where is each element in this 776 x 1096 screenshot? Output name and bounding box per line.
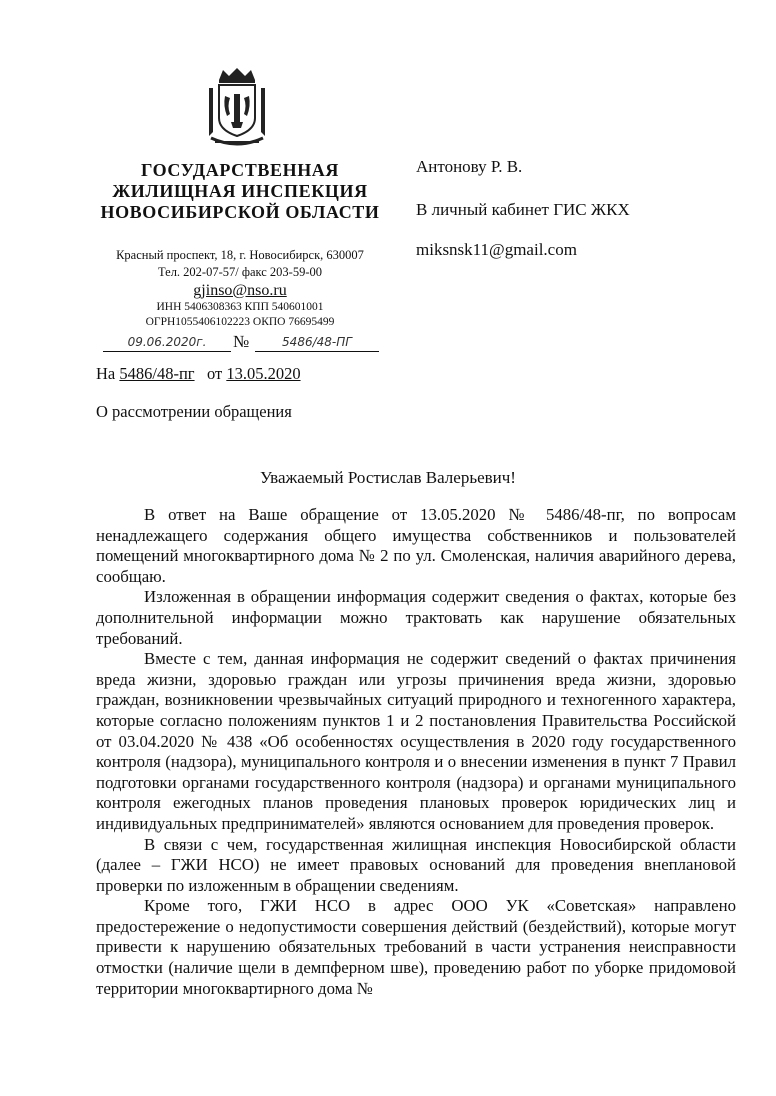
letter-subject: О рассмотрении обращения bbox=[96, 402, 292, 421]
letter-body bbox=[96, 505, 736, 999]
recipient-channel: В личный кабинет ГИС ЖКХ bbox=[416, 200, 630, 219]
org-inn-kpp: ИНН 5406308363 КПП 540601001 bbox=[156, 301, 324, 313]
org-email-link[interactable]: gjinso@nso.ru bbox=[193, 282, 287, 299]
body-paragraph: В ответ на Ваше обращение от 13.05.2020 № 5486/48-пг, по вопросам ненадлежащего содержания общего имущества собственников и пользователей помещений многоквартирного дома № 2 по ул. Смоленская, наличия аварийного дерева, сообщаю. bbox=[96, 505, 736, 586]
body-paragraph: Вместе с тем, данная информация не содержит сведений о фактах причинения вреда жизни, здоровью граждан или угрозы причинения вреда жизни, здоровью граждан, возникновении чрезвычайных ситуаций природного и техногенного характера, которые согласно положениям пунктов 1 и 2 постановления Правительства Российской от 03.04.2020 № 438 «Об особенностях осуществления в 2020 году государственного контроля (надзора), муниципального контроля и о внесении изменения в пункт 7 Правил подготовки органами государственного контроля (надзора) и органами муниципального контроля ежегодных планов проведения плановых проверок юридических лиц и индивидуальных предпринимателей» являются основанием для проведения проверок. bbox=[96, 649, 736, 833]
registration-date: 09.06.2020г. bbox=[103, 334, 231, 352]
organization-name bbox=[95, 160, 385, 223]
recipient-email: miksnsk11@gmail.com bbox=[416, 240, 577, 259]
org-phone: Тел. 202-07-57/ факс 203-59-00 bbox=[157, 265, 323, 279]
body-paragraph: В связи с чем, государственная жилищная инспекция Новосибирской области (далее – ГЖИ НСО) не имеет правовых оснований для проведения внеплановой проверки по изложенным в обращении сведениям. bbox=[96, 834, 736, 895]
org-ogrn-okpo: ОГРН1055406102223 ОКПО 76695499 bbox=[145, 316, 335, 328]
recipient-name: Антонову Р. В. bbox=[416, 157, 523, 176]
reference-line bbox=[96, 364, 301, 384]
body-paragraph: Кроме того, ГЖИ НСО в адрес ООО УК «Советская» направлено предостережение о недопустимости совершения действий (бездействий), которые могут привести к нарушению обязательных требований в части устранения неисправности отмостки (наличие щели в демпферном шве), проведению работ по уборке придомовой территории многоквартирного дома № bbox=[96, 896, 736, 998]
registration-number: 5486/48-ПГ bbox=[255, 334, 379, 352]
org-address: Красный проспект, 18, г. Новосибирск, 630007 bbox=[116, 248, 364, 262]
reference-number: 5486/48-пг bbox=[119, 364, 195, 383]
org-line-2: ЖИЛИЩНАЯ ИНСПЕКЦИЯ bbox=[112, 181, 368, 201]
organization-contacts bbox=[85, 247, 395, 330]
reference-date: 13.05.2020 bbox=[226, 364, 301, 383]
reference-middle: от bbox=[194, 364, 227, 383]
reference-prefix: На bbox=[96, 364, 120, 383]
org-line-1: ГОСУДАРСТВЕННАЯ bbox=[141, 160, 339, 180]
body-paragraph: Изложенная в обращении информация содержит сведения о фактах, которые без дополнительной информации можно трактовать как нарушение обязательных требований. bbox=[96, 587, 736, 648]
greeting: Уважаемый Ростислав Валерьевич! bbox=[260, 468, 516, 487]
number-sign: № bbox=[233, 332, 250, 351]
org-line-3: НОВОСИБИРСКОЙ ОБЛАСТИ bbox=[100, 202, 380, 222]
coat-of-arms-emblem bbox=[205, 66, 269, 148]
registration-line bbox=[103, 334, 378, 354]
